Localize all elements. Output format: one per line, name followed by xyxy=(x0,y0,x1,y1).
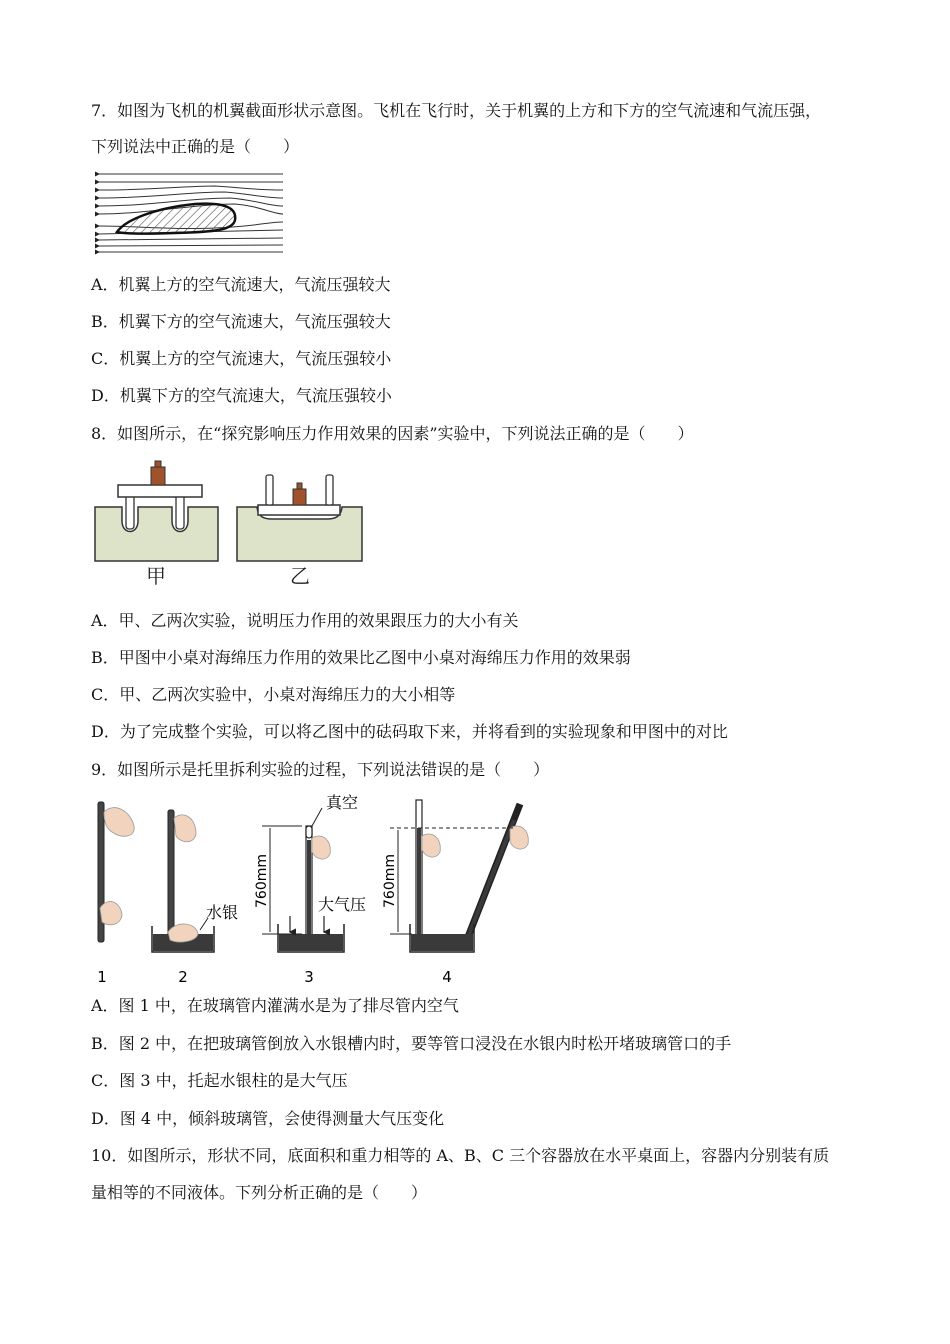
q8-option-d[interactable]: D．为了完成整个实验，可以将乙图中的砝码取下来，并将看到的实验现象和甲图中的对比 xyxy=(91,722,728,741)
panel-4 xyxy=(382,800,528,986)
figure-jia xyxy=(95,461,218,588)
panel-1 xyxy=(97,802,134,986)
q7-stem-line2: 下列说法中正确的是（ ） xyxy=(91,137,300,156)
q8-option-b[interactable]: B．甲图中小桌对海绵压力作用的效果比乙图中小桌对海绵压力作用的效果弱 xyxy=(91,648,631,667)
q7-option-c[interactable]: C．机翼上方的空气流速大，气流压强较小 xyxy=(91,349,392,368)
panel-2 xyxy=(152,810,238,986)
q9-option-a[interactable]: A．图 1 中，在玻璃管内灌满水是为了排尽管内空气 xyxy=(91,996,459,1015)
q9-option-c[interactable]: C．图 3 中，托起水银柱的是大气压 xyxy=(91,1071,348,1090)
height-label-3: 760mm xyxy=(254,854,270,908)
q9-option-b[interactable]: B．图 2 中，在把玻璃管倒放入水银槽内时，要等管口浸没在水银内时松开堵玻璃管口的手 xyxy=(91,1034,732,1053)
q8-option-c[interactable]: C．甲、乙两次实验中，小桌对海绵压力的大小相等 xyxy=(91,685,456,704)
panel-3 xyxy=(254,793,366,986)
q7-stem-line1: 7．如图为飞机的机翼截面形状示意图。飞机在飞行时，关于机翼的上方和下方的空气流速和气流压强， xyxy=(91,101,822,120)
q9-stem: 9．如图所示是托里拆利实验的过程，下列说法错误的是（ ） xyxy=(91,760,550,779)
wing-airflow-figure xyxy=(95,168,287,256)
q10-stem-line2: 量相等的不同液体。下列分析正确的是（ ） xyxy=(91,1183,428,1202)
q7-option-b[interactable]: B．机翼下方的空气流速大，气流压强较大 xyxy=(91,312,391,331)
q7-option-d[interactable]: D．机翼下方的空气流速大，气流压强较小 xyxy=(91,386,392,405)
q10-stem-line1: 10．如图所示，形状不同，底面积和重力相等的 A、B、C 三个容器放在水平桌面上，容器内分别装有质 xyxy=(91,1146,830,1165)
wing-section xyxy=(117,204,235,234)
panel-number-2: 2 xyxy=(178,968,188,986)
panel-number-3: 3 xyxy=(304,968,314,986)
hand-icon xyxy=(174,815,196,842)
panel-number-4: 4 xyxy=(442,968,452,986)
label-vacuum: 真空 xyxy=(326,793,359,812)
height-label-4: 760mm xyxy=(382,854,398,908)
label-atmospheric-pressure: 大气压 xyxy=(318,895,367,914)
figure-yi xyxy=(237,475,362,588)
hand-icon xyxy=(312,836,330,859)
q9-option-d[interactable]: D．图 4 中，倾斜玻璃管，会使得测量大气压变化 xyxy=(91,1109,445,1128)
label-mercury: 水银 xyxy=(206,903,239,922)
label-jia: 甲 xyxy=(146,564,166,588)
hand-icon xyxy=(510,826,528,849)
label-yi: 乙 xyxy=(290,564,310,588)
q8-option-a[interactable]: A．甲、乙两次实验，说明压力作用的效果跟压力的大小有关 xyxy=(91,611,519,630)
panel-number-1: 1 xyxy=(97,968,107,986)
pressure-effect-figure xyxy=(92,455,372,590)
q7-option-a[interactable]: A．机翼上方的空气流速大，气流压强较大 xyxy=(91,275,391,294)
hand-icon xyxy=(100,901,122,924)
torricelli-figure xyxy=(90,788,540,988)
hand-icon xyxy=(104,808,134,837)
q8-stem: 8．如图所示，在“探究影响压力作用效果的因素”实验中，下列说法正确的是（ ） xyxy=(91,424,694,443)
hand-icon xyxy=(422,834,440,857)
